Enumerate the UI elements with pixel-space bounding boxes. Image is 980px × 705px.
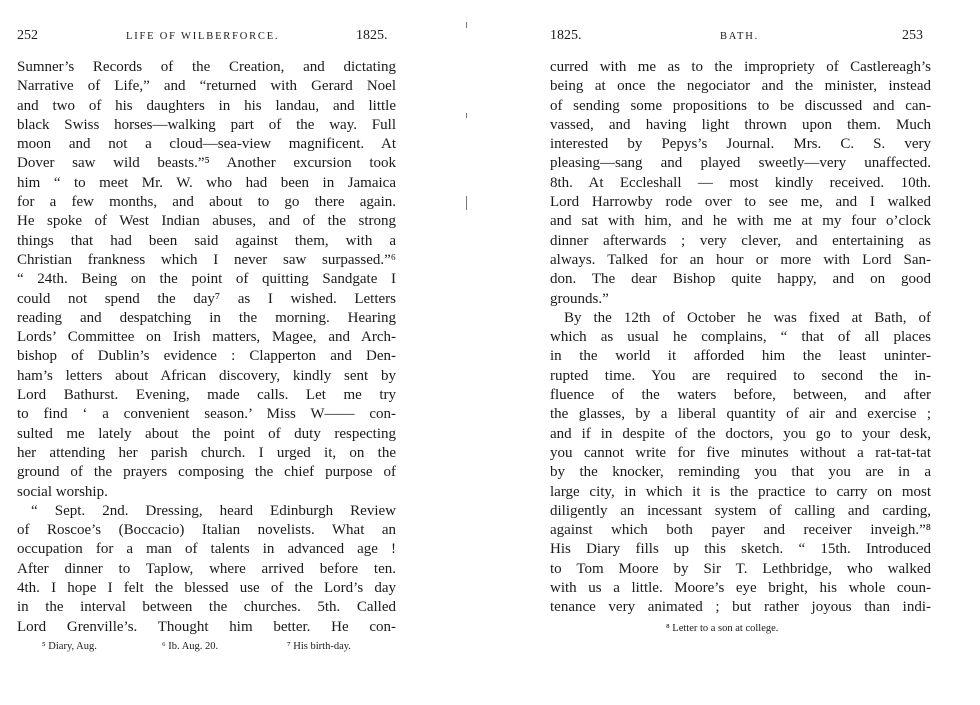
left-page xyxy=(0,0,470,705)
text-line: with us a little. Moore’s eye bright, his whole coun- xyxy=(550,580,931,597)
running-title-left: LIFE OF WILBERFORCE. xyxy=(126,31,280,42)
text-line: By the 12th of October he was fixed at Bath, of xyxy=(564,309,931,326)
text-line: by the knocker, reminding you that you are in a xyxy=(550,464,931,481)
text-line: large city, in which it is the practice to carry on most xyxy=(550,483,931,500)
text-line: to find ‘ a convenient season.’ Miss W—— con- xyxy=(17,406,396,423)
text-line: don. The dear Bishop quite happy, and on good xyxy=(550,271,931,288)
text-line: 8th. At Eccleshall — most kindly received. 10th. xyxy=(550,174,931,191)
text-line: grounds.” xyxy=(550,290,609,307)
text-line: black Swiss horses—walking part of the way. Full xyxy=(17,116,396,133)
text-line: the glasses, by a liberal quantity of air and exercise ; xyxy=(550,406,931,423)
text-line: in the interval between the churches. 5th. Called xyxy=(17,599,396,616)
text-line: Lord Bathurst. Evening, made calls. Let me try xyxy=(17,387,396,404)
text-line: After dinner to Taplow, where arrived before ten. xyxy=(17,560,396,577)
text-line: moon and not a cloud—sea-view magnificent. At xyxy=(17,136,396,153)
text-line: him “ to meet Mr. W. who had been in Jamaica xyxy=(17,174,396,191)
text-line: Dover saw wild beasts.”⁵ Another excursion took xyxy=(17,155,396,172)
page-number-left: 252 xyxy=(17,28,38,43)
text-line: Narrative of Life,” and “returned with Gerard Noel xyxy=(17,78,396,95)
text-line: social worship. xyxy=(17,483,108,500)
year-left: 1825. xyxy=(356,28,388,43)
text-line: always. Talked for an hour or more with Lord San- xyxy=(550,251,931,268)
text-line: and if in despite of the doctors, you go to your desk, xyxy=(550,425,931,442)
text-line: tenance very animated ; but rather joyous than indi- xyxy=(550,599,931,616)
text-line: and sat with him, and he with me at my four o’clock xyxy=(550,213,931,230)
text-line: Lords’ Committee on Irish matters, Magee, and Arch- xyxy=(17,329,396,346)
footnote-7: ⁷ His birth-day. xyxy=(287,641,351,652)
text-line: His Diary fills up this sketch. “ 15th. Introduced xyxy=(550,541,931,558)
page-number-right: 253 xyxy=(902,28,923,43)
text-line: pleasing—sang and played sweetly—very unaffected. xyxy=(550,155,931,172)
text-line: against which both payer and receiver inveigh.”⁸ xyxy=(550,522,931,539)
text-line: sulted me lately about the point of duty respecting xyxy=(17,425,396,442)
year-right: 1825. xyxy=(550,28,582,43)
running-title-right: BATH. xyxy=(720,31,760,42)
text-line: in the world it afforded him the least uninter- xyxy=(550,348,931,365)
text-line: 4th. I hope I felt the blessed use of the Lord’s day xyxy=(17,580,396,597)
footnote-6: ⁶ Ib. Aug. 20. xyxy=(162,641,219,652)
text-line: rupted time. You are required to second the in- xyxy=(550,367,931,384)
text-line: things that had been said against them, with a xyxy=(17,232,396,249)
gutter-mark xyxy=(466,196,467,210)
footnote-5: ⁵ Diary, Aug. xyxy=(42,641,97,652)
text-line: of sending some propositions to be discussed and can- xyxy=(550,97,931,114)
text-line: “ 24th. Being on the point of quitting Sandgate I xyxy=(17,271,396,288)
text-line: could not spend the day⁷ as I wished. Letters xyxy=(17,290,396,307)
text-line: ground of the prayers composing the chief purpose of xyxy=(17,464,396,481)
text-line: “ Sept. 2nd. Dressing, heard Edinburgh Review xyxy=(31,502,396,519)
text-line: you cannot write for five minutes without a rat-tat-tat xyxy=(550,444,931,461)
text-line: vassed, and having light thrown upon them. Much xyxy=(550,116,931,133)
right-body-text xyxy=(550,58,931,618)
right-page xyxy=(490,0,980,705)
text-line: diligently an incessant system of calling and carding, xyxy=(550,502,931,519)
text-line: occupation for a man of talents in advanced age ! xyxy=(17,541,396,558)
text-line: which as usual he complains, “ that of all places xyxy=(550,329,931,346)
text-line: interested by Pepys’s Journal. Mrs. C. S. very xyxy=(550,136,931,153)
text-line: being at once the negociator and the minister, instead xyxy=(550,78,931,95)
text-line: dinner afterwards ; very clever, and entertaining as xyxy=(550,232,931,249)
text-line: to Tom Moore by Sir T. Lethbridge, who walked xyxy=(550,560,931,577)
text-line: reading and despatching in the morning. Hearing xyxy=(17,309,396,326)
text-line: bishop of Dublin’s evidence : Clapperton and Den- xyxy=(17,348,396,365)
left-body-text xyxy=(17,58,396,637)
text-line: and two of his daughters in his landau, and little xyxy=(17,97,396,114)
text-line: Lord Grenville’s. Thought him better. He con- xyxy=(17,618,396,635)
text-line: of Roscoe’s (Boccacio) Italian novelists. What an xyxy=(17,522,396,539)
text-line: her attending her parish church. I urged it, on the xyxy=(17,444,396,461)
footnote-8: ⁸ Letter to a son at college. xyxy=(666,623,779,634)
text-line: Lord Harrowby rode over to see me, and I walked xyxy=(550,194,931,211)
text-line: Sumner’s Records of the Creation, and dictating xyxy=(17,59,396,75)
text-line: Christian frankness which I never saw surpassed.”⁶ xyxy=(17,251,396,268)
text-line: curred with me as to the impropriety of Castlereagh’s xyxy=(550,59,931,75)
text-line: ham’s letters about African discovery, kindly sent by xyxy=(17,367,396,384)
text-line: for a few months, and about to go there again. xyxy=(17,194,396,211)
gutter-mark xyxy=(466,22,467,28)
text-line: He spoke of West Indian abuses, and of the strong xyxy=(17,213,396,230)
gutter-mark xyxy=(466,113,467,118)
text-line: fluence of the waters before, between, and after xyxy=(550,387,931,404)
